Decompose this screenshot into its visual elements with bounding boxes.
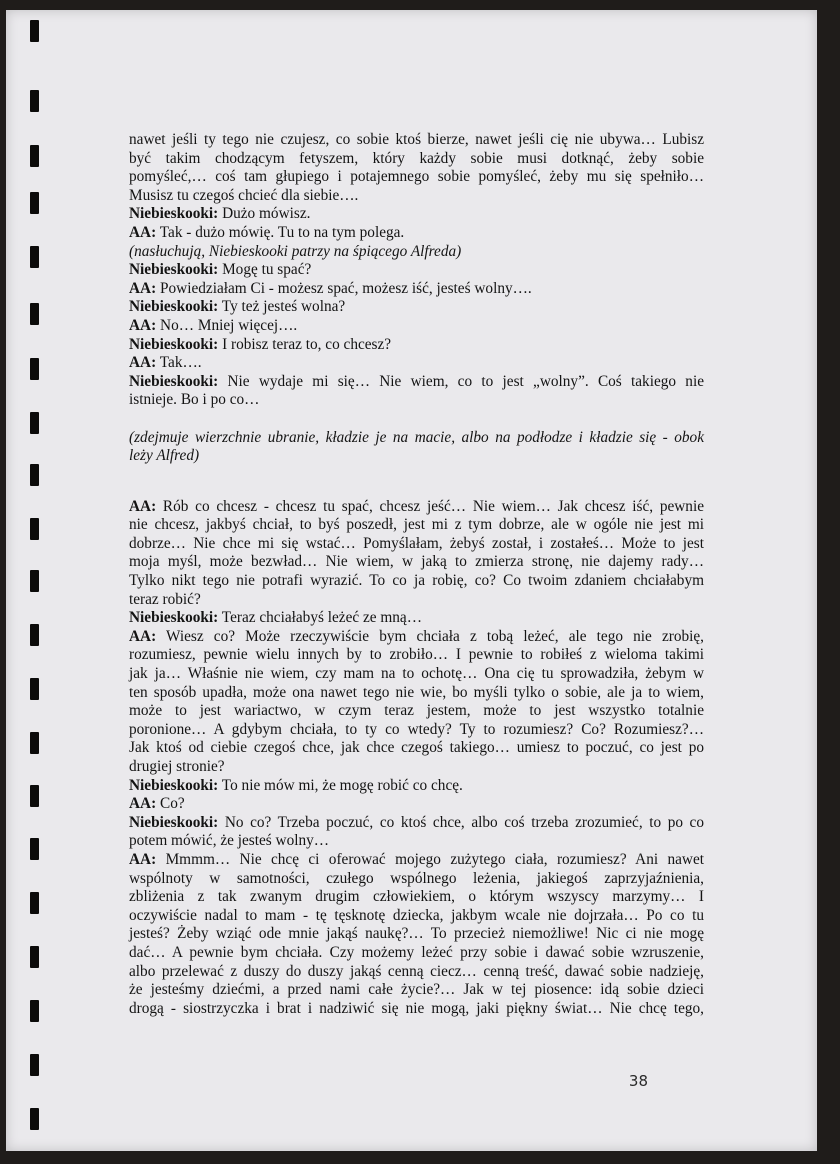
text-line <box>129 553 704 572</box>
text-line <box>129 131 704 150</box>
text-line <box>129 851 704 870</box>
binding-hole <box>30 624 39 646</box>
text-line <box>129 261 704 280</box>
text-line <box>129 925 704 944</box>
binding-hole <box>30 518 39 540</box>
speaker-name: Niebieskooki: <box>129 205 219 223</box>
text-line <box>129 777 704 796</box>
text-line <box>129 739 704 758</box>
speaker-name: Niebieskooki: <box>129 609 219 627</box>
dialogue-text: może to jest wariactwo, w czym teraz jestem, może to jest wszystko totalnie <box>129 702 704 720</box>
text-line <box>129 298 704 317</box>
text-line <box>129 243 704 262</box>
dialogue-text: Jak ktoś od ciebie czegoś chce, jak chce czegoś takiego… umiesz to poczuć, co jest po <box>129 739 704 757</box>
speaker-name: AA: <box>129 627 157 645</box>
dialogue-text: zbliżenia z tak zwanym drugim człowiekiem, o którym wszyscy marzymy… I <box>129 888 704 906</box>
dialogue-text: Ty też jesteś wolna? <box>218 298 346 316</box>
binding-hole <box>30 1000 39 1022</box>
dialogue-text: potem mówić, że jesteś wolny… <box>129 832 330 850</box>
stage-direction: (zdejmuje wierzchnie ubranie, kładzie je na macie, albo na podłodze i kładzie się - obok <box>129 428 704 446</box>
text-line <box>129 628 704 647</box>
text-line <box>129 963 704 982</box>
text-line <box>129 721 704 740</box>
dialogue-text: I robisz teraz to, co chcesz? <box>218 335 392 353</box>
binding-hole <box>30 785 39 807</box>
dialogue-text: pomyśleć,… coś tam głupiego i potajemnego sobie pomyśleć, żeby mu się spełniło… <box>129 168 704 186</box>
text-line <box>129 646 704 665</box>
text-line <box>129 391 704 410</box>
text-line <box>129 168 704 187</box>
dialogue-text: Powiedziałam Ci - możesz spać, możesz iść, jesteś wolny…. <box>156 279 532 297</box>
dialogue-text: No co? Trzeba poczuć, co ktoś chce, albo coś trzeba zrozumieć, to po co <box>218 813 704 831</box>
text-line <box>129 888 704 907</box>
binding-hole <box>30 1108 39 1130</box>
speaker-name: AA: <box>129 354 157 372</box>
text-line <box>129 317 704 336</box>
text-line <box>129 609 704 628</box>
dialogue-text: Teraz chciałabyś leżeć ze mną… <box>218 609 423 627</box>
speaker-name: Niebieskooki: <box>129 261 219 279</box>
speaker-name: AA: <box>129 850 157 868</box>
speaker-name: Niebieskooki: <box>129 813 219 831</box>
text-line <box>129 498 704 517</box>
dialogue-text: że jesteśmy dziećmi, a przed nami całe życie?… Jak w tej piosence: idą sobie dzieci <box>129 981 704 999</box>
text-line <box>129 702 704 721</box>
dialogue-text: jesteś? Żeby wziąć ode mnie jakąś naukę?… To przecież niemożliwe! Nic ci nie mogę <box>129 925 704 943</box>
dialogue-text: moja myśl, może bezwład… Nie wiem, w jaką to zmierza stronę, nie dajemy rady… <box>129 553 704 571</box>
text-line <box>129 684 704 703</box>
dialogue-text: Rób co chcesz - chcesz tu spać, chcesz jeść… Nie wiem… Jak chcesz iść, pewnie <box>156 497 704 515</box>
speaker-name: Niebieskooki: <box>129 335 219 353</box>
binding-hole <box>30 145 39 167</box>
text-line <box>129 944 704 963</box>
speaker-name: AA: <box>129 795 157 813</box>
text-line <box>129 1000 704 1019</box>
dialogue-text: poronione… A gdybym chciała, to ty co wtedy? Ty to rozumiesz? Co? Rozumiesz?… <box>129 720 704 738</box>
text-line <box>129 591 704 610</box>
script-text <box>129 131 704 1018</box>
stage-direction: leży Alfred) <box>129 447 200 465</box>
text-line <box>129 280 704 299</box>
text-line <box>129 205 704 224</box>
binding-hole <box>30 192 39 214</box>
binding-hole <box>30 570 39 592</box>
speaker-name: AA: <box>129 279 157 297</box>
dialogue-text: albo przelewać z duszy do duszy jakąś cenną ciecz… cenną treść, dawać sobie nadzieję, <box>129 962 704 980</box>
text-line <box>129 981 704 1000</box>
dialogue-text: Dużo mówisz. <box>218 205 311 223</box>
dialogue-text: Tak - dużo mówię. Tu to na tym polega. <box>156 223 405 241</box>
text-line <box>129 758 704 777</box>
speaker-name: AA: <box>129 497 157 515</box>
binding-hole <box>30 90 39 112</box>
dialogue-text: rozumiesz, pewnie wielu innych by to zrobiło… I pewnie to robiłeś z wieloma takimi <box>129 646 704 664</box>
dialogue-text: Nie wydaje mi się… Nie wiem, co to jest „wolny”. Coś takiego nie <box>218 372 704 390</box>
speaker-name: Niebieskooki: <box>129 372 219 390</box>
dialogue-text: ten sposób upadła, może ona nawet tego nie wie, bo myśli tylko o sobie, ale ja to wiem, <box>129 683 704 701</box>
dialogue-text: Musisz tu czegoś chcieć dla siebie…. <box>129 186 359 204</box>
text-line <box>129 814 704 833</box>
text-line <box>129 535 704 554</box>
text-line <box>129 187 704 206</box>
text-line <box>129 572 704 591</box>
speaker-name: AA: <box>129 316 157 334</box>
text-line <box>129 150 704 169</box>
dialogue-text: No… Mniej więcej…. <box>156 316 298 334</box>
dialogue-text: wspólnoty w samotności, czułego wspólnego leżenia, jakiegoś zaprzyjaźnienia, <box>129 869 704 887</box>
dialogue-text: Tak…. <box>156 354 202 372</box>
speaker-name: AA: <box>129 223 157 241</box>
dialogue-text: drogą - siostrzyczka i brat i nadziwić się nie mogą, jaki piękny świat… Nie chcę tego, <box>129 999 704 1017</box>
dialogue-text: Co? <box>156 795 185 813</box>
speaker-name: Niebieskooki: <box>129 776 219 794</box>
text-line <box>129 795 704 814</box>
text-line <box>129 907 704 926</box>
text-line <box>129 447 704 466</box>
text-line <box>129 516 704 535</box>
text-line <box>129 429 704 448</box>
dialogue-text: jak ja… Właśnie nie wiem, czy mam na to ochotę… Ona cię tu sprowadziła, żebym w <box>129 665 704 683</box>
text-line <box>129 832 704 851</box>
dialogue-text: nawet jeśli ty tego nie czujesz, co sobie ktoś bierze, nawet jeśli cię nie ubywa… Lubisz <box>129 131 704 148</box>
dialogue-text: drugiej stronie? <box>129 758 225 775</box>
binding-hole <box>30 464 39 486</box>
dialogue-text: dobrze… Nie chce mi się wstać… Pomyślałam, żebyś został, i zostałeś… Może to jest <box>129 534 704 552</box>
dialogue-text: Mogę tu spać? <box>218 261 312 279</box>
text-line <box>129 336 704 355</box>
dialogue-text: dać… A pewnie bym chciała. Czy możemy leżeć przy sobie i dawać sobie wzruszenie, <box>129 943 704 961</box>
spiral-binding <box>22 20 42 1160</box>
binding-hole <box>30 678 39 700</box>
binding-hole <box>30 303 39 325</box>
text-line <box>129 354 704 373</box>
dialogue-text: Wiesz co? Może rzeczywiście bym chciała z tobą leżeć, ale tego nie zrobię, <box>156 627 704 645</box>
dialogue-text: teraz robić? <box>129 590 201 608</box>
binding-hole <box>30 838 39 860</box>
stage-direction: (nasłuchują, Niebieskooki patrzy na śpiącego Alfreda) <box>129 242 462 260</box>
dialogue-text: Mmmm… Nie chcę ci oferować mojego zużytego ciała, rozumiesz? Ani nawet <box>156 850 704 868</box>
dialogue-text: oczywiście nadal to mam - tę tęsknotę dziecka, jakbym wcale nie dojrzała… Po co tu <box>129 906 704 924</box>
dialogue-text: być takim chodzącym fetyszem, który każdy sobie musi dotknąć, żeby sobie <box>129 149 704 167</box>
dialogue-text: Tylko nikt tego nie potrafi wyrazić. To co ja robię, co? Co twoim zdaniem chciałabym <box>129 572 704 590</box>
page-number: 38 <box>628 1072 648 1090</box>
dialogue-text: istnieje. Bo i po co… <box>129 391 260 409</box>
binding-hole <box>30 732 39 754</box>
text-line <box>129 224 704 243</box>
binding-hole <box>30 20 39 42</box>
text-line <box>129 870 704 889</box>
speaker-name: Niebieskooki: <box>129 298 219 316</box>
binding-hole <box>30 892 39 914</box>
binding-hole <box>30 246 39 268</box>
dialogue-text: To nie mów mi, że mogę robić co chcę. <box>218 776 463 794</box>
text-line <box>129 373 704 392</box>
binding-hole <box>30 412 39 434</box>
dialogue-text: nie chcesz, jakbyś chciał, to byś poszedł, jest mi z tym dobrze, ale w ogóle nie jest mi <box>129 516 704 534</box>
text-line <box>129 665 704 684</box>
binding-hole <box>30 358 39 380</box>
binding-hole <box>30 946 39 968</box>
